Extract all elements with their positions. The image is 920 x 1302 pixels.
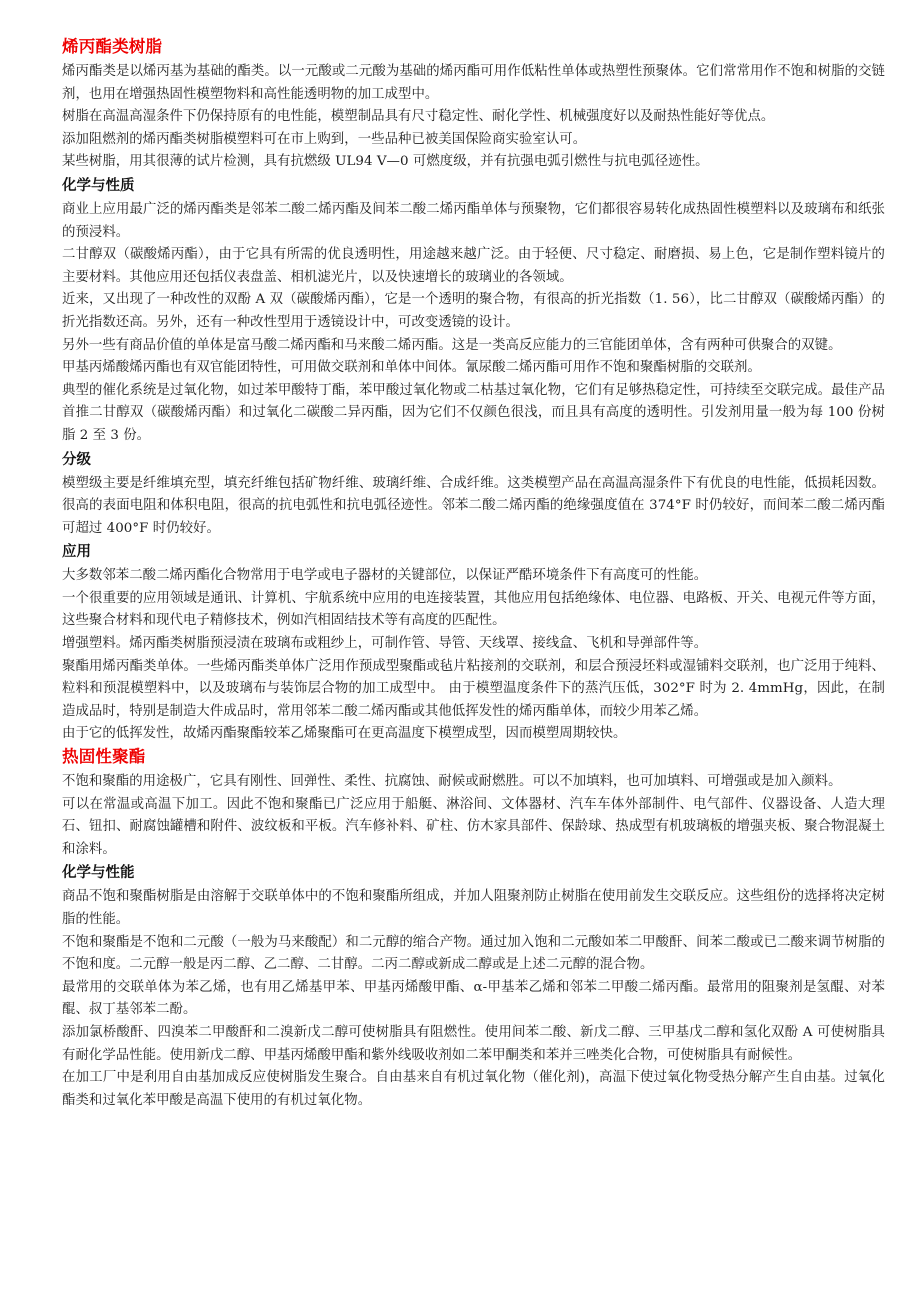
subheading-chemistry-properties: 化学与性质: [62, 177, 135, 194]
paragraph: 不饱和聚酯是不饱和二元酸（一般为马来酸配）和二元醇的缩合产物。通过加入饱和二元酸如苯二甲酸酐、间苯二酸或已二酸来调节树脂的不饱和度。二元醇一般是丙二醇、乙二醇、二甘醇。二丙二醇或新成二醇或是上述二元醇的混合物。: [62, 934, 885, 973]
paragraph: 一个很重要的应用领域是通讯、计算机、宇航系统中应用的电连接装置，其他应用包括绝缘体、电位器、电路板、开关、电视元件等方面，这些聚合材料和现代电子精修技术，例如汽相固结技术等有高度的匹配性。: [62, 590, 885, 629]
paragraph: 某些树脂，用其很薄的试片检测，具有抗燃级 UL94 V—0 可燃度级，并有抗强电弧引燃性与抗电弧径迹性。: [62, 154, 709, 170]
section-heading-thermoset-polyester: 热固性聚酯: [62, 747, 146, 767]
subheading-applications: 应用: [62, 544, 91, 561]
section-thermoset-polyester: [62, 746, 885, 1112]
paragraph: 添加阻燃剂的烯丙酯类树脂模塑料可在市上购到，一些品种已被美国保险商实验室认可。: [62, 131, 587, 147]
paragraph: 另外一些有商品价值的单体是富马酸二烯丙酯和马来酸二烯丙酯。这是一类高反应能力的三官能团单体，含有两种可供聚合的双键。: [62, 337, 842, 353]
document-body: [62, 36, 885, 1112]
paragraph: 近来，又出现了一种改性的双酚 A 双（碳酸烯丙酯），它是一个透明的聚合物，有很高的折光指数（1. 56），比二甘醇双（碳酸烯丙酯）的折光指数还高。另外，还有一种改性型用于透镜设计中，可改变透镜的设计。: [62, 292, 885, 330]
paragraph: 添加氯桥酸酐、四溴苯二甲酸酐和二溴新戊二醇可使树脂具有阻燃性。使用间苯二酸、新戊二醇、三甲基戊二醇和氢化双酚 A 可使树脂具有耐化学品性能。使用新戊二醇、甲基丙烯酸甲酯和紫外线吸收剂如二苯甲酮类和苯并三唑类化合物，可使树脂具有耐候性。: [62, 1024, 885, 1063]
paragraph: 在加工厂中是利用自由基加成反应使树脂发生聚合。自由基来自有机过氧化物（催化剂)，高温下使过氧化物受热分解产生自由基。过氧化酯类和过氧化苯甲酸是高温下使用的有机过氧化物。: [62, 1070, 885, 1108]
paragraph: 由于它的低挥发性，故烯丙酯聚酯较苯乙烯聚酯可在更高温度下模塑成型，因而模塑周期较快。: [62, 726, 627, 742]
paragraph: 聚酯用烯丙酯类单体。一些烯丙酯类单体广泛用作预成型聚酯或毡片粘接剂的交联剂，和层合预浸坯料或湿铺料交联剂，也广泛用于纯料、粒料和预混模塑料中，以及玻璃布与装饰层合物的加工成型中。 由于模塑温度条件下的蒸汽压低，302°F 时为 2. 4mmHg，因此，在制造成品时，特别是制造大件成品时，常用邻苯二酸二烯丙酯或其他低挥发性的烯丙酯单体，而较少用苯乙烯。: [62, 658, 885, 719]
paragraph: 大多数邻苯二酸二烯丙酯化合物常用于电学或电子器材的关键部位，以保证严酷环境条件下有高度可的性能。: [62, 568, 708, 584]
paragraph: 树脂在高温高湿条件下仍保持原有的电性能，模塑制品具有尺寸稳定性、耐化学性、机械强度好以及耐热性能好等优点。: [62, 109, 775, 125]
paragraph: 模塑级主要是纤维填充型，填充纤维包括矿物纤维、玻璃纤维、合成纤维。这类模塑产品在高温高湿条件下有优良的电性能，低损耗因数。很高的表面电阻和体积电阻，很高的抗电弧性和抗电弧径迹性。邻苯二酸二烯丙酯的绝缘强度值在 374°F 时仍较好，而间苯二酸二烯丙酯可超过 400°F 时仍较好。: [62, 475, 885, 536]
paragraph: 二甘醇双（碳酸烯丙酯），由于它具有所需的优良透明性，用途越来越广泛。由于轻便、尺寸稳定、耐磨损、易上色，它是制作塑料镜片的主要材料。其他应用还包括仪表盘盖、相机滤光片，以及快速增长的玻璃业的各领域。: [62, 247, 885, 285]
paragraph: 不饱和聚酯的用途极广，它具有刚性、回弹性、柔性、抗腐蚀、耐候或耐燃胜。可以不加填料，也可加填料、可增强或是加入颜料。: [62, 774, 842, 790]
paragraph: 甲基丙烯酸烯丙酯也有双官能团特性，可用做交联剂和单体中间体。氰尿酸二烯丙酯可用作不饱和聚酯树脂的交联剂。: [62, 360, 761, 376]
paragraph: 商业上应用最广泛的烯丙酯类是邻苯二酸二烯丙酯及间苯二酸二烯丙酯单体与预聚物，它们都很容易转化成热固性模塑料以及玻璃布和纸张的预浸料。: [62, 201, 885, 240]
paragraph: 烯丙酯类是以烯丙基为基础的酯类。以一元酸或二元酸为基础的烯丙酯可用作低粘性单体或热塑性预聚体。它们常常用作不饱和树脂的交链剂，也用在增强热固性模塑物料和高性能透明物的加工成型中。: [62, 64, 885, 102]
paragraph: 可以在常温或高温下加工。因此不饱和聚酯已广泛应用于船艇、淋浴间、文体器材、汽车车体外部制件、电气部件、仪器设备、人造大理石、钮扣、耐腐蚀罐槽和附件、波纹板和平板。汽车修补料、矿柱、仿木家具部件、保龄球、热成型有机玻璃板的增强夹板、聚合物混凝土和涂料。: [62, 796, 885, 857]
subheading-grades: 分级: [62, 451, 91, 468]
section-allyl-resins: [62, 36, 885, 746]
paragraph: 最常用的交联单体为苯乙烯，也有用乙烯基甲苯、甲基丙烯酸甲酯、α-甲基苯乙烯和邻苯二甲酸二烯丙酯。最常用的阻聚剂是氢醌、对苯醌、叔丁基邻苯二酚。: [62, 979, 885, 1018]
subheading-chemistry-performance: 化学与性能: [62, 865, 135, 882]
paragraph: 典型的催化系统是过氧化物，如过苯甲酸特丁酯，苯甲酸过氧化物或二枯基过氧化物，它们有足够热稳定性，可持续至交联完成。最佳产品首推二甘醇双（碳酸烯丙酯）和过氧化二碳酸二异丙酯，因为它们不仅颜色很浅，而且具有高度的透明性。引发剂用量一般为每 100 份树脂 2 至 3 份。: [62, 382, 885, 443]
section-heading-allyl-resins: 烯丙酯类树脂: [62, 37, 163, 56]
paragraph: 商品不饱和聚酯树脂是由溶解于交联单体中的不饱和聚酯所组成，并加人阻聚剂防止树脂在使用前发生交联反应。这些组份的选择将决定树脂的性能。: [62, 889, 885, 927]
paragraph: 增强塑料。烯丙酯类树脂预浸渍在玻璃布或粗纱上，可制作管、导管、天线罩、接线盒、飞机和导弹部件等。: [62, 636, 708, 652]
